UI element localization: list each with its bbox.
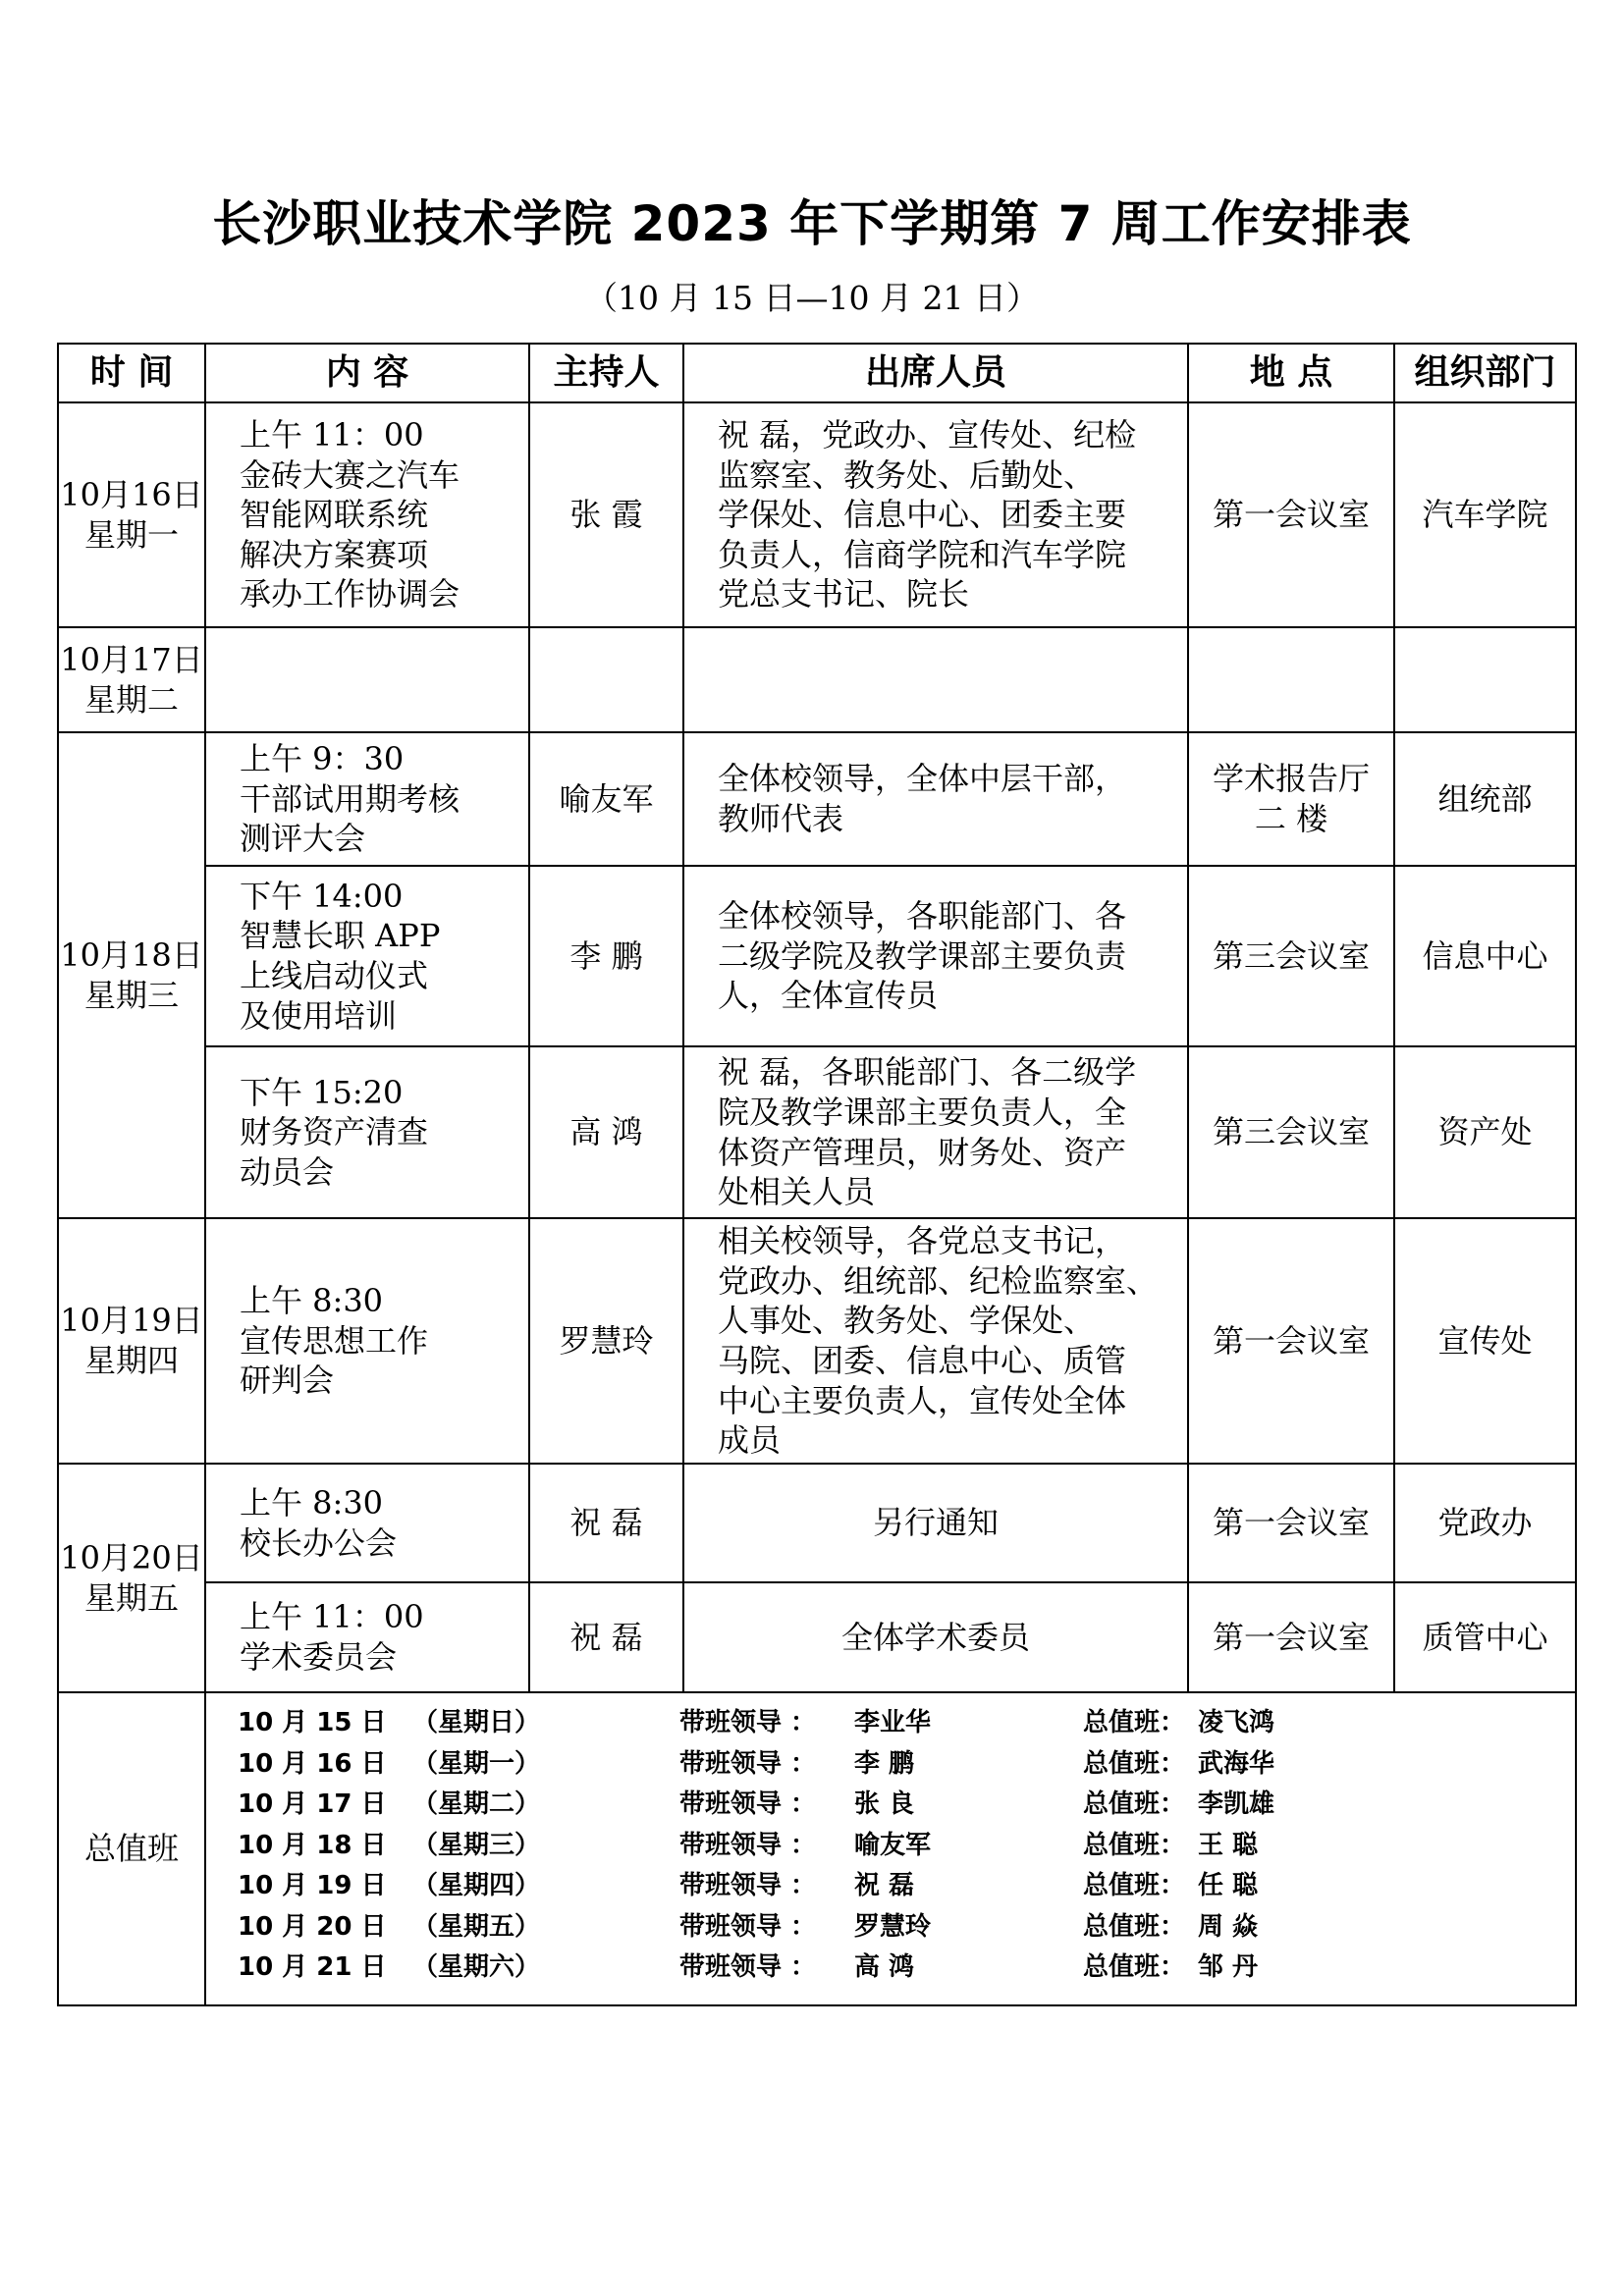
list-item: 10 月 17 日 （星期二） 带班领导 ： 张 良 总值班： 李凯雄 (238, 1789, 1275, 1819)
meeting-host: 罗慧玲 (529, 1218, 683, 1464)
meeting-location: 第一会议室 (1188, 402, 1394, 627)
table-row (58, 732, 1576, 866)
day-weekday: 星期五 (83, 1578, 179, 1617)
day-date: 10月18日 (60, 935, 203, 974)
header-content: 内 容 (205, 344, 529, 402)
list-item: 10 月 18 日 （星期三） 带班领导 ： 喻友军 总值班： 王 聪 (238, 1830, 1259, 1860)
meeting-location: 第一会议室 (1188, 1464, 1394, 1582)
header-attendees: 出席人员 (683, 344, 1188, 402)
meeting-content: 下午 14:00 智慧长职 APP 上线启动仪式 及使用培训 (205, 866, 529, 1046)
header-time: 时 间 (58, 344, 205, 402)
header-location: 地 点 (1188, 344, 1394, 402)
list-item: 10 月 20 日 （星期五） 带班领导 ： 罗慧玲 总值班： 周 焱 (238, 1911, 1259, 1942)
meeting-location: 第一会议室 (1188, 1582, 1394, 1692)
day-cell (58, 627, 205, 732)
day-weekday: 星期一 (83, 515, 179, 554)
meeting-organizer: 质管中心 (1394, 1582, 1576, 1692)
meeting-host: 喻友军 (529, 732, 683, 866)
meeting-location: 第一会议室 (1188, 1218, 1394, 1464)
empty-cell (205, 627, 529, 732)
meeting-content: 上午 11：00 金砖大赛之汽车 智能网联系统 解决方案赛项 承办工作协调会 (205, 402, 529, 627)
table-row (58, 1582, 1576, 1692)
meeting-location: 学术报告厅 二 楼 (1188, 732, 1394, 866)
list-item: 10 月 15 日 （星期日） 带班领导 ： 李业华 总值班： 凌飞鸿 (238, 1708, 1275, 1737)
day-date: 10月17日 (60, 640, 203, 678)
meeting-attendees: 另行通知 (683, 1464, 1188, 1582)
meeting-attendees: 全体学术委员 (683, 1582, 1188, 1692)
header-organizer: 组织部门 (1394, 344, 1576, 402)
meeting-organizer: 组统部 (1394, 732, 1576, 866)
empty-cell (529, 627, 683, 732)
meeting-organizer: 汽车学院 (1394, 402, 1576, 627)
table-row (58, 1464, 1576, 1582)
table-row (58, 866, 1576, 1046)
meeting-attendees: 全体校领导，全体中层干部， 教师代表 (683, 732, 1188, 866)
empty-cell (1394, 627, 1576, 732)
meeting-content: 上午 8:30 校长办公会 (205, 1464, 529, 1582)
meeting-content: 下午 15:20 财务资产清查 动员会 (205, 1046, 529, 1218)
duty-roster-row (58, 1692, 1576, 2005)
meeting-attendees: 祝 磊，各职能部门、各二级学 院及教学课部主要负责人，全 体资产管理员，财务处、资产 处相关人员 (683, 1046, 1188, 1218)
table-row (58, 627, 1576, 732)
day-weekday: 星期三 (83, 976, 179, 1014)
meeting-content: 上午 9：30 干部试用期考核 测评大会 (205, 732, 529, 866)
list-item: 10 月 19 日 （星期四） 带班领导 ： 祝 磊 总值班： 任 聪 (238, 1871, 1259, 1900)
empty-cell (1188, 627, 1394, 732)
day-cell (58, 402, 205, 627)
date-range-subtitle: （10 月 15 日—10 月 21 日） (585, 279, 1039, 317)
page-title: 长沙职业技术学院 2023 年下学期第 7 周工作安排表 (212, 195, 1412, 252)
day-weekday: 星期四 (83, 1342, 179, 1379)
meeting-location: 第三会议室 (1188, 1046, 1394, 1218)
meeting-host: 祝 磊 (529, 1464, 683, 1582)
day-weekday: 星期二 (83, 680, 179, 719)
day-date: 10月20日 (60, 1538, 203, 1576)
meeting-location: 第三会议室 (1188, 866, 1394, 1046)
day-date: 10月19日 (60, 1302, 203, 1340)
meeting-content: 上午 11：00 学术委员会 (205, 1582, 529, 1692)
meeting-attendees: 相关校领导，各党总支书记， 党政办、组统部、纪检监察室、 人事处、教务处、学保处、 马院、团委、信息中心、质管 中心主要负责人，宣传处全体 成员 (683, 1218, 1188, 1464)
table-row (58, 1218, 1576, 1464)
meeting-attendees: 祝 磊，党政办、宣传处、纪检 监察室、教务处、后勤处、 学保处、信息中心、团委主要 负责人，信商学院和汽车学院 党总支书记、院长 (683, 402, 1188, 627)
meeting-organizer: 信息中心 (1394, 866, 1576, 1046)
meeting-organizer: 宣传处 (1394, 1218, 1576, 1464)
empty-cell (683, 627, 1188, 732)
meeting-host: 祝 磊 (529, 1582, 683, 1692)
meeting-organizer: 资产处 (1394, 1046, 1576, 1218)
meeting-host: 张 霞 (529, 402, 683, 627)
list-item: 10 月 16 日 （星期一） 带班领导 ： 李 鹏 总值班： 武海华 (238, 1748, 1275, 1779)
list-item: 10 月 21 日 （星期六） 带班领导 ： 高 鸿 总值班： 邹 丹 (238, 1952, 1259, 1982)
day-cell (58, 1464, 205, 1692)
duty-roster (205, 1692, 1576, 2005)
meeting-organizer: 党政办 (1394, 1464, 1576, 1582)
meeting-attendees: 全体校领导，各职能部门、各 二级学院及教学课部主要负责 人，全体宣传员 (683, 866, 1188, 1046)
table-row (58, 1046, 1576, 1218)
header-host: 主持人 (529, 344, 683, 402)
meeting-host: 李 鹏 (529, 866, 683, 1046)
table-row (58, 402, 1576, 627)
day-cell (58, 732, 205, 1218)
schedule-table (57, 343, 1577, 2006)
day-cell (58, 1218, 205, 1464)
meeting-content: 上午 8:30 宣传思想工作 研判会 (205, 1218, 529, 1464)
duty-roster-label: 总值班 (58, 1692, 205, 2005)
table-header-row (58, 344, 1576, 402)
day-date: 10月16日 (60, 475, 203, 513)
meeting-host: 高 鸿 (529, 1046, 683, 1218)
